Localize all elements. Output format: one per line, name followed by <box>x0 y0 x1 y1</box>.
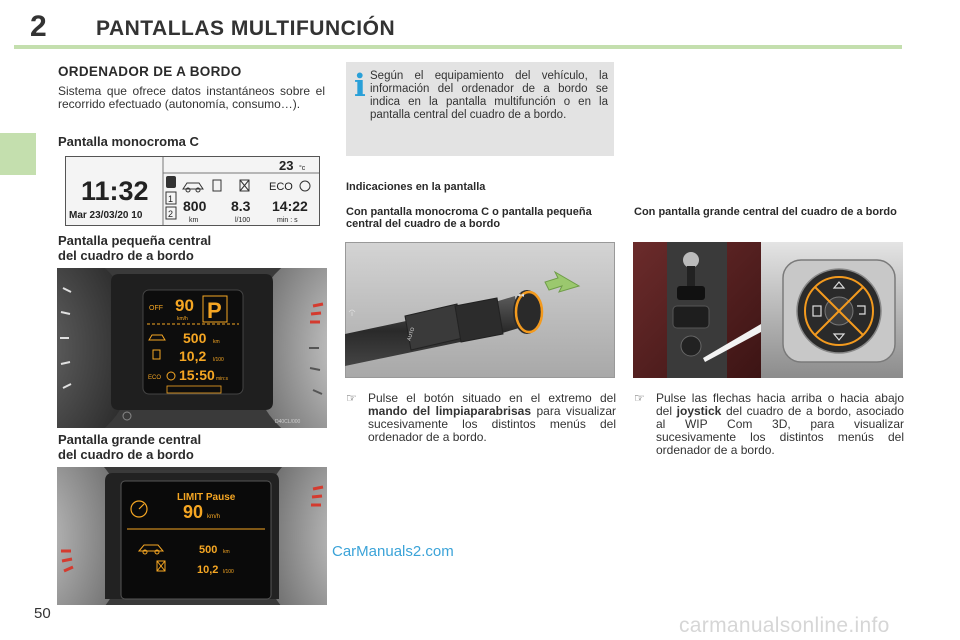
mono-eco-label: ECO <box>269 181 293 193</box>
right-instruction <box>634 392 904 482</box>
joystick-illustration <box>633 242 903 378</box>
chapter-side-tab <box>0 133 36 175</box>
mono-consumption-unit: l/100 <box>235 217 251 224</box>
left-instruction-text-1: Pulse el botón situado en el extremo del <box>368 391 616 405</box>
small-range-value: 500 <box>183 330 207 346</box>
page-number: 50 <box>34 605 51 622</box>
chapter-number: 2 <box>30 10 47 43</box>
large-speed-value: 90 <box>183 502 204 522</box>
mono-clock: 11:32 <box>81 176 149 206</box>
right-instruction-bold: joystick <box>676 404 722 418</box>
joystick-figure <box>633 242 903 378</box>
small-speed-value: 90 <box>175 296 194 315</box>
watermark-carmanuals: CarManuals2.com <box>332 543 454 560</box>
small-time-unit: min:s <box>216 376 228 382</box>
small-consumption-unit: l/100 <box>213 357 224 363</box>
large-limit-label: LIMIT Pause <box>177 492 236 503</box>
mono-range-value: 800 <box>183 198 207 214</box>
large-screen-heading <box>58 432 201 462</box>
small-speed-unit: km/h <box>177 316 188 322</box>
small-ref-code: D40CL/000 <box>275 419 301 425</box>
small-screen-illustration <box>57 268 327 428</box>
mono-temp-unit: °c <box>299 165 306 172</box>
wiper-auto-label: AUTO <box>406 326 417 342</box>
wiper-stalk-illustration <box>345 242 615 378</box>
mono-page-1: 1 <box>168 194 174 204</box>
svg-text:◂◂: ◂◂ <box>517 292 525 299</box>
right-instruction-text-2: del cuadro de a bordo, asociado al WIP Com 3D, para visualizar sucesivamente los distintos menús del ordenador de a bordo. <box>656 404 904 457</box>
mono-car-icon <box>166 176 176 188</box>
info-box <box>346 62 614 156</box>
large-screen-heading-line2: del cuadro de a bordo <box>58 447 194 462</box>
small-eco-label: ECO <box>148 375 162 381</box>
small-screen-heading-line1: Pantalla pequeña central <box>58 233 212 248</box>
large-consumption-value: 10,2 <box>197 564 219 576</box>
info-text: Según el equipamiento del vehículo, la información del ordenador de a bordo se indica en la pantalla multifunción o en la pantalla central del cuadro de a bordo. <box>370 70 608 121</box>
small-screen-figure <box>57 268 327 428</box>
right-column-heading: Con pantalla grande central del cuadro de a bordo <box>634 206 897 218</box>
mono-time-value: 14:22 <box>272 198 308 214</box>
trip-computer-intro: Sistema que ofrece datos instantáneos sobre el recorrido efectuado (autonomía, consumo…). <box>58 84 325 111</box>
info-icon: i <box>354 68 366 104</box>
mono-time-unit: min : s <box>277 217 298 224</box>
left-instruction-text-2: para visualizar sucesivamente los distintos menús del ordenador de a bordo. <box>368 404 616 444</box>
small-consumption-value: 10,2 <box>179 348 207 364</box>
large-screen-heading-line1: Pantalla grande central <box>58 432 202 447</box>
left-instruction <box>346 392 616 472</box>
chapter-title: PANTALLAS MULTIFUNCIÓN <box>96 17 396 40</box>
watermark-carmanualsonline: carmanualsonline.info <box>679 614 890 637</box>
trip-computer-title: ORDENADOR DE A BORDO <box>58 64 242 79</box>
small-screen-heading-line2: del cuadro de a bordo <box>58 248 194 263</box>
large-range-value: 500 <box>199 544 218 556</box>
small-time-value: 15:50 <box>179 367 215 383</box>
display-indications-heading: Indicaciones en la pantalla <box>346 181 486 193</box>
wiper-stalk-figure <box>345 242 615 378</box>
header-rule <box>14 45 902 49</box>
small-range-unit: km <box>213 339 220 345</box>
mono-date: Mar 23/03/20 10 <box>69 210 143 221</box>
large-screen-illustration <box>57 467 327 605</box>
mono-screen-illustration <box>65 156 320 226</box>
right-instruction-text-1: Pulse las flechas hacia arriba o hacia abajo del <box>656 391 904 418</box>
left-column-heading: Con pantalla monocroma C o pantalla pequeña central del cuadro de a bordo <box>346 206 592 230</box>
mono-range-unit: km <box>189 217 199 224</box>
small-off-label: OFF <box>149 305 163 312</box>
pointing-hand-icon: ☞ <box>634 391 645 405</box>
large-screen-figure <box>57 467 327 605</box>
mono-temperature: 23 <box>279 158 294 173</box>
small-screen-heading <box>58 233 211 263</box>
mono-page-2: 2 <box>168 209 174 219</box>
large-consumption-unit: l/100 <box>223 569 234 575</box>
large-range-unit: km <box>223 549 230 555</box>
mono-consumption-value: 8.3 <box>231 198 251 214</box>
mono-screen-figure <box>65 156 320 226</box>
left-instruction-bold: mando del limpiaparabrisas <box>368 404 531 418</box>
small-gear: P <box>207 298 222 323</box>
pointing-hand-icon: ☞ <box>346 391 357 405</box>
large-speed-unit: km/h <box>207 514 221 520</box>
mono-screen-heading: Pantalla monocroma C <box>58 134 199 149</box>
